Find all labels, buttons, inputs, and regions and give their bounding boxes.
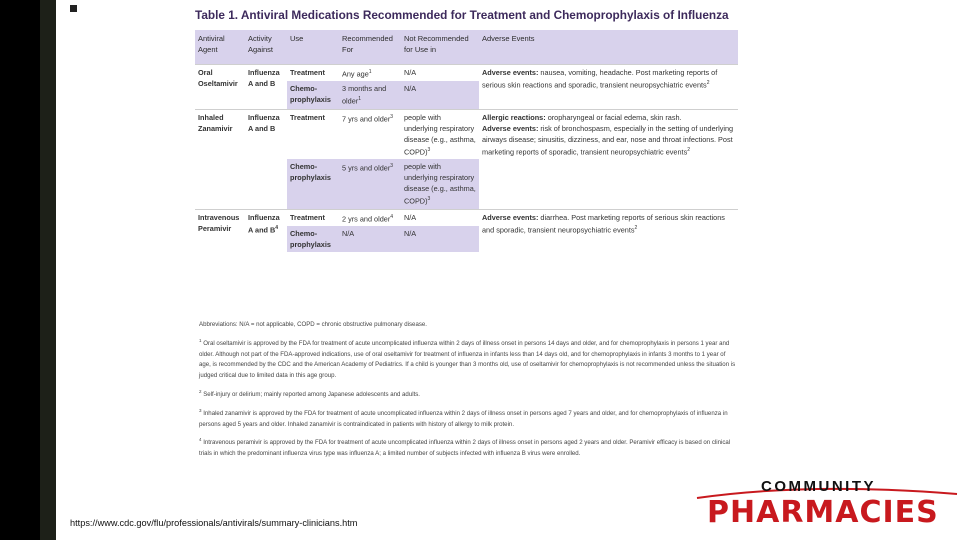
column-header: Adverse Events	[479, 30, 738, 65]
adverse-cell: Allergic reactions: oropharyngeal or facial edema, skin rash. Adverse events: risk of bronchospasm, especially in the setting of underlying airways disease; sinusitis, dizziness, and ear, nose and throat infections. Post marketing reports of sporadic, transient neuropsychiatric events$^2$	[479, 109, 738, 209]
footnote: $^3$ Inhaled zanamivir is approved by the FDA for treatment of acute uncomplicated influenza within 2 days of illness onset in persons aged 7 years and older, and for chemoprophylaxis of influenza in persons aged 5 years and older. Inhaled zanamivir is contraindicated in patients with history of allergy to milk protein.	[199, 407, 728, 428]
use-cell: Treatment	[287, 109, 339, 159]
table-row	[195, 209, 738, 226]
agent-cell: Oral Oseltamivir	[195, 65, 245, 110]
table-row	[195, 109, 738, 159]
logo-top-text: COMMUNITY	[761, 478, 876, 495]
abbreviations-note: Abbreviations: N/A = not applicable, COPD = chronic obstructive pulmonary disease.	[199, 321, 427, 328]
column-header: Use	[287, 30, 339, 65]
recommended-cell: N/A	[339, 226, 401, 252]
recommended-cell: 7 yrs and older$^3$	[339, 109, 401, 159]
recommended-cell: 2 yrs and older$^4$	[339, 209, 401, 226]
recommended-cell: 5 yrs and older$^3$	[339, 159, 401, 209]
activity-cell: Influenza A and $B^4$	[245, 209, 287, 252]
column-header: Activity Against	[245, 30, 287, 65]
footnote: $^1$ Oral oseltamivir is approved by the FDA for treatment of acute uncomplicated influenza within 2 days of illness onset in persons 14 days and older, and for chemoprophylaxis in persons 1 year and older. Although not part of the FDA-approved indications, use of oral oseltamivir for treatment of influenza in infants less than 14 days old, and for chemoprophylaxis in infants 3 months to 1 year of age, is recommended by the CDC and the American Academy of Pediatrics. If a child is younger than 3 months old, use of oseltamivir for chemoprophylaxis is not recommended unless the situation is judged critical due to limited data in this age group.	[199, 337, 736, 380]
not-recommended-cell: people with underlying respiratory disease (e.g., asthma, COPD)$^3$	[401, 159, 479, 209]
left-dark-bar	[40, 0, 56, 540]
activity-cell: Influenza A and B	[245, 65, 287, 110]
use-cell: Chemo-prophylaxis	[287, 81, 339, 109]
community-pharmacies-logo	[689, 474, 960, 540]
cdc-table-image	[193, 5, 746, 490]
not-recommended-cell: N/A	[401, 81, 479, 109]
source-url[interactable]: https://www.cdc.gov/flu/professionals/antivirals/summary-clinicians.htm	[70, 518, 358, 528]
agent-cell: Inhaled Zanamivir	[195, 109, 245, 209]
recommended-cell: Any age$^1$	[339, 65, 401, 82]
column-header: Antiviral Agent	[195, 30, 245, 65]
column-header: Recommended For	[339, 30, 401, 65]
slide-bullet	[70, 5, 77, 12]
use-cell: Treatment	[287, 209, 339, 226]
recommended-cell: 3 months and older$^1$	[339, 81, 401, 109]
not-recommended-cell: N/A	[401, 226, 479, 252]
adverse-cell: Adverse events: nausea, vomiting, headache. Post marketing reports of serious skin reactions and sporadic, transient neuropsychiatric events$^2$	[479, 65, 738, 110]
table-row	[195, 65, 738, 82]
activity-cell: Influenza A and B	[245, 109, 287, 209]
adverse-cell: Adverse events: diarrhea. Post marketing reports of serious skin reactions and sporadic, transient neuropsychiatric events$^2$	[479, 209, 738, 252]
left-black-bar	[0, 0, 40, 540]
column-header: Not Recommended for Use in	[401, 30, 479, 65]
not-recommended-cell: N/A	[401, 209, 479, 226]
not-recommended-cell: N/A	[401, 65, 479, 82]
use-cell: Chemo-prophylaxis	[287, 159, 339, 209]
agent-cell: Intravenous Peramivir	[195, 209, 245, 252]
table-title: Table 1. Antiviral Medications Recommended for Treatment and Chemoprophylaxis of Influenza	[195, 8, 729, 22]
footnote: $^2$ Self-injury or delirium; mainly reported among Japanese adolescents and adults.	[199, 389, 421, 399]
footnote: $^4$ Intravenous peramivir is approved by the FDA for treatment of acute uncomplicated influenza within 2 days of illness onset in persons aged 2 years and older. Peramivir efficacy is based on clinical trials in which the predominant influenza virus type was influenza A; a limited number of subjects infected with influenza B virus were enrolled.	[199, 437, 731, 458]
use-cell: Treatment	[287, 65, 339, 82]
antiviral-table	[195, 30, 738, 252]
table-notes	[195, 320, 738, 465]
logo-bottom-text: PHARMACIES	[707, 495, 939, 530]
not-recommended-cell: people with underlying respiratory disease (e.g., asthma, COPD)$^3$	[401, 109, 479, 159]
use-cell: Chemo-prophylaxis	[287, 226, 339, 252]
table-header-row	[195, 30, 738, 65]
